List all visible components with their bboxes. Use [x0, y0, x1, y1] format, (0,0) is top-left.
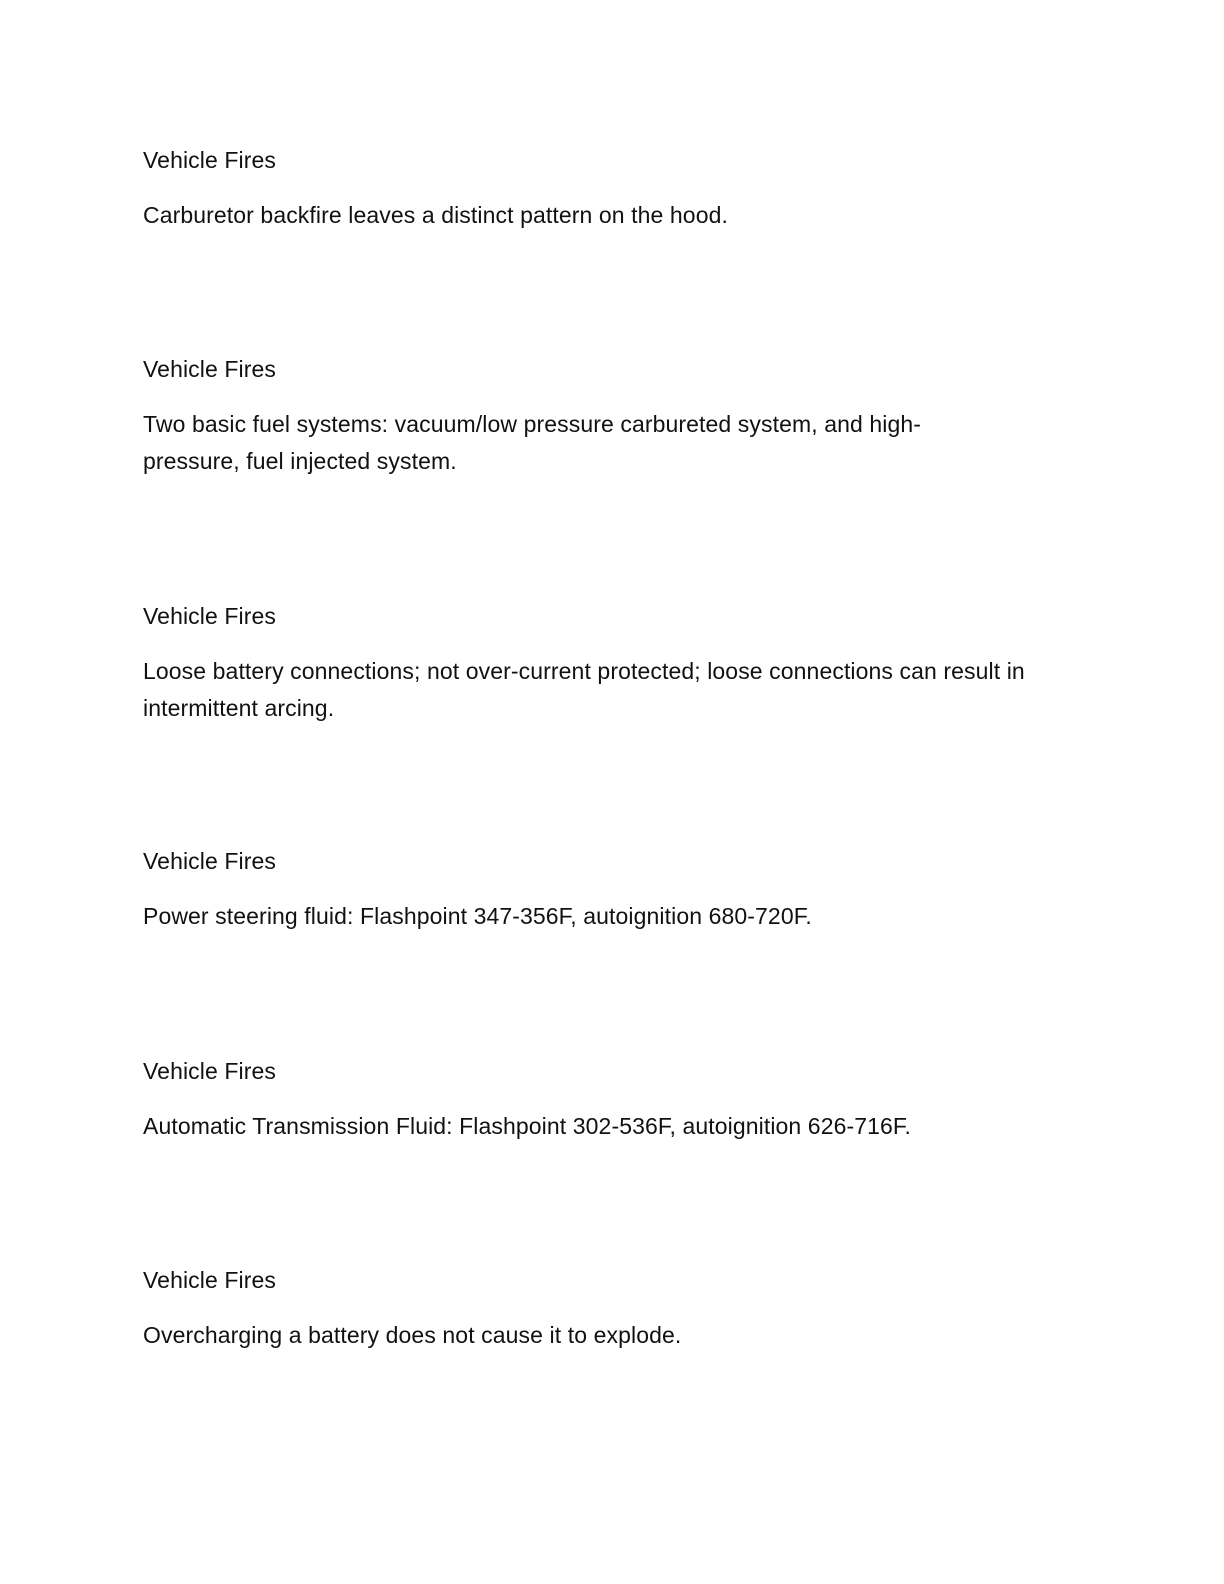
section-text: Automatic Transmission Fluid: Flashpoint 302-536F, autoignition 626-716F.	[143, 1113, 911, 1139]
section-heading: Vehicle Fires	[143, 848, 276, 874]
section-6	[143, 1265, 1043, 1354]
section-heading: Vehicle Fires	[143, 603, 276, 629]
section-heading: Vehicle Fires	[143, 356, 276, 382]
section-heading: Vehicle Fires	[143, 1267, 276, 1293]
section-text: Two basic fuel systems: vacuum/low pressure carbureted system, and high-pressure, fuel injected system.	[143, 411, 922, 474]
section-text: Loose battery connections; not over-current protected; loose connections can result in intermittent arcing.	[143, 658, 1025, 721]
section-3	[143, 601, 1043, 727]
section-5	[143, 1056, 1043, 1145]
section-heading: Vehicle Fires	[143, 147, 276, 173]
section-2	[143, 354, 1043, 480]
section-heading: Vehicle Fires	[143, 1058, 276, 1084]
section-4	[143, 846, 1043, 935]
section-text: Overcharging a battery does not cause it to explode.	[143, 1322, 682, 1348]
section-1	[143, 145, 1043, 234]
section-text: Carburetor backfire leaves a distinct pattern on the hood.	[143, 202, 728, 228]
section-text: Power steering fluid: Flashpoint 347-356F, autoignition 680-720F.	[143, 903, 812, 929]
